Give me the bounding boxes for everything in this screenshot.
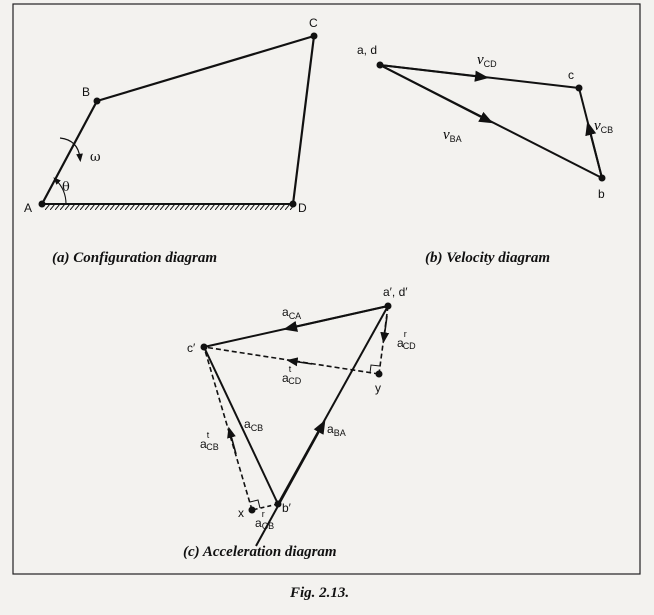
label-a-ba: aBA (327, 422, 346, 438)
vector-v-ba-arrowhead (380, 65, 487, 120)
label-b-acc: b′ (282, 501, 291, 515)
label-y: y (375, 381, 381, 395)
omega-symbol: ω (90, 150, 101, 165)
acceleration-diagram (183, 285, 416, 560)
velocity-diagram (357, 43, 613, 266)
omega-arrow (60, 138, 80, 158)
figure-frame (13, 4, 640, 574)
label-a-cd-t: $a^t$ CD (282, 364, 302, 386)
vector-a-cb-t-arrowhead (230, 432, 236, 454)
point-ad (377, 62, 384, 69)
vector-a-ca-arrowhead (290, 306, 388, 328)
joint-b (94, 98, 101, 105)
link-cd (293, 36, 314, 204)
label-c: C (309, 16, 318, 30)
figure-caption: Fig. 2.13. (290, 585, 350, 601)
vector-a-cd-r-arrowhead (384, 316, 387, 338)
point-b-acc (275, 501, 282, 508)
label-c-acc: c′ (187, 341, 196, 355)
link-bc (97, 36, 314, 101)
label-a-cd-r: $a^r$ CD (397, 329, 416, 351)
label-a-cb-t: $a^t$ CB (200, 430, 219, 452)
joint-c (311, 33, 318, 40)
vector-a-cb (204, 347, 278, 504)
label-a-cb-r: $a^r$ CB (255, 509, 275, 531)
joint-d (290, 201, 297, 208)
label-ad: a, d (357, 43, 378, 57)
point-c (576, 85, 583, 92)
label-a-ca: aCA (282, 305, 302, 321)
point-y (376, 371, 383, 378)
point-c-acc (201, 344, 208, 351)
joint-a (39, 201, 46, 208)
label-b-vel: b (598, 187, 605, 201)
theta-symbol: θ (62, 180, 70, 195)
point-x (249, 507, 256, 514)
vector-a-cd-t-arrowhead (292, 361, 312, 364)
configuration-diagram (24, 16, 318, 266)
point-ad-acc (385, 303, 392, 310)
vector-v-cb-arrowhead (589, 128, 602, 178)
label-v-cd: vCD (477, 52, 497, 69)
label-c-vel: c (568, 68, 574, 82)
point-b (599, 175, 606, 182)
label-ad-acc: a′, d′ (383, 285, 408, 299)
label-a: A (24, 201, 33, 215)
label-b: B (82, 85, 91, 99)
vector-a-cd-t (204, 347, 379, 374)
caption-acceleration: (c) Acceleration diagram (183, 544, 337, 560)
label-a-cb: aCB (244, 417, 264, 433)
caption-velocity: (b) Velocity diagram (425, 250, 550, 266)
vector-a-cb-r (252, 504, 278, 510)
vector-v-cd-arrowhead (380, 65, 482, 77)
label-v-cb: vCB (594, 118, 614, 135)
label-d: D (298, 201, 307, 215)
label-v-ba: vBA (443, 127, 462, 144)
label-x: x (238, 506, 244, 520)
caption-configuration: (a) Configuration diagram (52, 250, 218, 266)
